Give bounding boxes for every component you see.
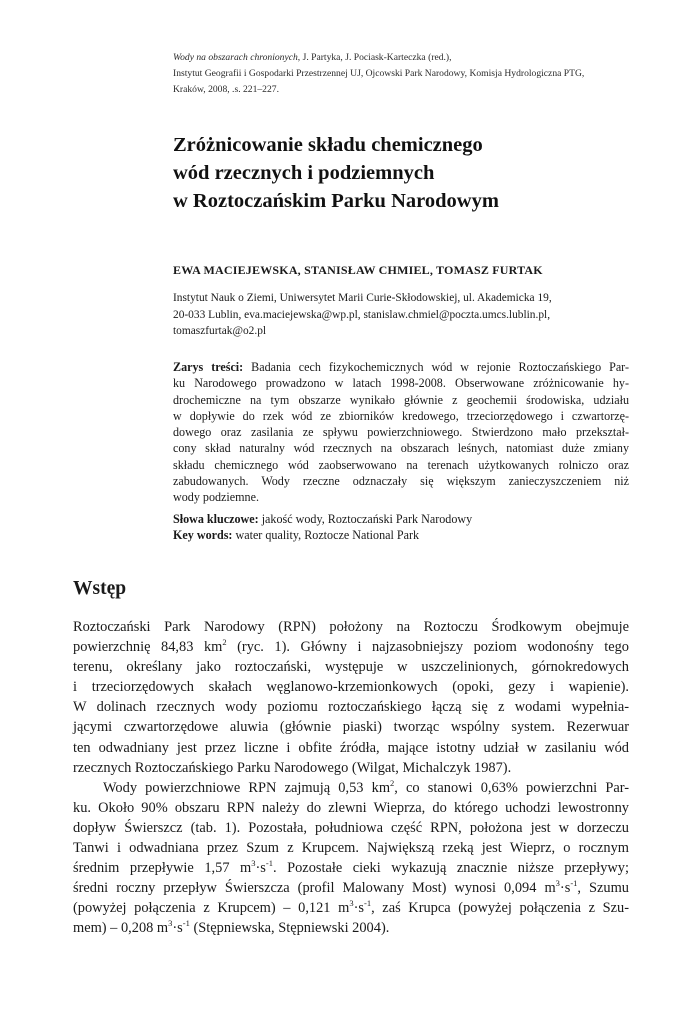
affiliation-line: Instytut Nauk o Ziemi, Uniwersytet Marii Curie-Skłodowskiej, ul. Akademicka 19, — [173, 292, 552, 304]
abstract-line: cony skład naturalny wód rzecznych na obszarach leśnych, natomiast duże zmiany — [173, 441, 629, 456]
body-text — [73, 617, 629, 939]
body-line: ten odwadniany jest przez liczne i obfite źródła, mające istotny udział w zasilaniu wód — [73, 739, 629, 756]
body-line: Roztoczański Park Narodowy (RPN) położony na Roztoczu Środkowym obejmuje — [73, 619, 629, 635]
superscript: -1 — [363, 898, 372, 909]
body-fragment: ·s — [559, 880, 571, 897]
body-fragment: mem) – 0,208 m — [73, 920, 169, 937]
keywords — [173, 511, 629, 544]
body-line: W dolinach rzecznych wody poziomu roztoczańskiego łączą się z wodami wypełnia- — [73, 699, 629, 716]
body-fragment: Wody powierzchniowe RPN zajmują 0,53 km — [103, 779, 391, 796]
body-line: dopływ Świerszcz (tab. 1). Pozostała, południowa część RPN, położona jest w dorzeczu — [73, 819, 629, 836]
body-fragment: średnim przepływie 1,57 m — [73, 860, 252, 877]
body-fragment: ·s — [172, 920, 183, 937]
body-line — [73, 878, 629, 898]
affiliation — [173, 290, 643, 340]
superscript: 3 — [555, 878, 560, 889]
body-fragment: ·s — [255, 860, 266, 877]
body-line — [73, 858, 629, 878]
authors: EWA MACIEJEWSKA, STANISŁAW CHMIEL, TOMASZ FURTAK — [173, 263, 543, 277]
body-line: terenu, określany jako roztoczański, występuje w uszczelinionych, górnokredowych — [73, 659, 629, 676]
body-fragment: . Pozostałe cieki wykazują znacznie niższe przepływy; — [272, 860, 629, 877]
citation-line — [173, 50, 633, 66]
abstract-line: dowego oraz zasilania ze spływu powierzchniowego. Stwierdzono mało przekształ- — [173, 425, 629, 440]
abstract-line: ku Narodowego prowadzono w latach 1998-2008. Obserwowane zróżnicowanie hy- — [173, 376, 629, 391]
superscript: 3 — [349, 898, 354, 909]
superscript: -1 — [182, 918, 190, 929]
body-fragment: powierzchnię 84,83 km — [73, 639, 223, 656]
body-line: jącymi czwartorzędowe aluwia (głównie piaski) tworząc wspólny system. Rezerwuar — [73, 719, 629, 736]
paper-title — [173, 131, 643, 215]
citation-editors: , J. Partyka, J. Pociask-Karteczka (red.), — [297, 52, 452, 63]
keywords-pl-label: Słowa kluczowe: — [173, 512, 259, 526]
body-fragment: , zaś Krupca (powyżej połączenia z Szu- — [371, 900, 629, 917]
abstract — [173, 359, 629, 506]
affiliation-line: tomaszfurtak@o2.pl — [173, 325, 267, 337]
title-line: wód rzecznych i podziemnych — [173, 162, 435, 184]
superscript: -1 — [570, 878, 578, 889]
title-line: w Roztoczańskim Parku Narodowym — [173, 190, 499, 212]
body-fragment: średni roczny przepływ Świerszcza (profil Malowany Most) wynosi 0,094 m — [73, 880, 556, 897]
body-line — [73, 898, 629, 918]
citation-header — [173, 50, 633, 98]
abstract-line: drochemiczne na tym obszarze wynikało głównie z geochemii środowiska, udziału — [173, 392, 629, 407]
body-line — [73, 637, 629, 657]
keywords-en — [173, 527, 629, 543]
body-fragment: (powyżej połączenia z Krupcem) – 0,121 m — [73, 900, 350, 917]
body-line: Tanwi i odwadniana przez Szum z Krupcem. Największą rzeką jest Wieprz, o rocznym — [73, 840, 629, 857]
keywords-en-label: Key words: — [173, 528, 233, 543]
body-line — [73, 918, 629, 938]
body-line: i trzeciorzędowych skałach węglanowo-krzemionkowych (opoki, gezy i wapienie). — [73, 679, 629, 696]
body-fragment: , Szumu — [577, 880, 630, 897]
citation-place-pages: Kraków, 2008, .s. 221–227. — [173, 84, 279, 95]
superscript: 3 — [251, 858, 256, 869]
book-title: Wody na obszarach chronionych — [173, 52, 298, 63]
superscript: 2 — [390, 777, 395, 788]
superscript: 3 — [168, 918, 173, 929]
body-fragment: (ryc. 1). Główny i najzasobniejszy poziom wodonośny tego — [226, 639, 629, 656]
keywords-en-text: water quality, Roztocze National Park — [232, 528, 420, 543]
body-fragment: ·s — [353, 900, 364, 917]
abstract-line: zabudowanych. Wody rzeczne odznaczały się większym zanieczyszczeniem niż — [173, 474, 629, 489]
affiliation-line: 20-033 Lublin, eva.maciejewska@wp.pl, stanislaw.chmiel@poczta.umcs.lublin.pl, — [173, 308, 551, 321]
superscript: -1 — [265, 858, 273, 869]
abstract-text: Badania cech fizykochemicznych wód w rejonie Roztoczańskiego Par- — [243, 360, 629, 374]
superscript: 2 — [222, 637, 227, 648]
body-fragment: (Stępniewska, Stępniewski 2004). — [189, 920, 390, 937]
section-heading: Wstęp — [73, 578, 127, 599]
title-line: Zróżnicowanie składu chemicznego — [173, 134, 483, 156]
abstract-line — [173, 359, 629, 375]
body-line — [73, 778, 629, 798]
keywords-pl — [173, 511, 629, 527]
abstract-line: składu chemicznego wód zaobserwowano na terenach użytkowanych rolniczo oraz — [173, 457, 629, 472]
abstract-line: wody podziemne. — [173, 490, 259, 505]
abstract-label: Zarys treści: — [173, 360, 244, 374]
keywords-pl-text: jakość wody, Roztoczański Park Narodowy — [258, 512, 473, 526]
body-line: ku. Około 90% obszaru RPN należy do zlewni Wieprza, do którego uchodzi lewostronny — [73, 799, 629, 816]
body-fragment: , co stanowi 0,63% powierzchni Par- — [394, 779, 630, 796]
abstract-line: w dopływie do rzek wód ze zbiorników kredowego, trzeciorzędowego i czwartorzę- — [173, 408, 629, 423]
citation-publisher: Instytut Geografii i Gospodarki Przestrzennej UJ, Ojcowski Park Narodowy, Komisja Hydrologiczna PTG, — [173, 68, 585, 79]
body-line: rzecznych Roztoczańskiego Parku Narodowego (Wilgat, Michalczyk 1987). — [73, 759, 512, 776]
